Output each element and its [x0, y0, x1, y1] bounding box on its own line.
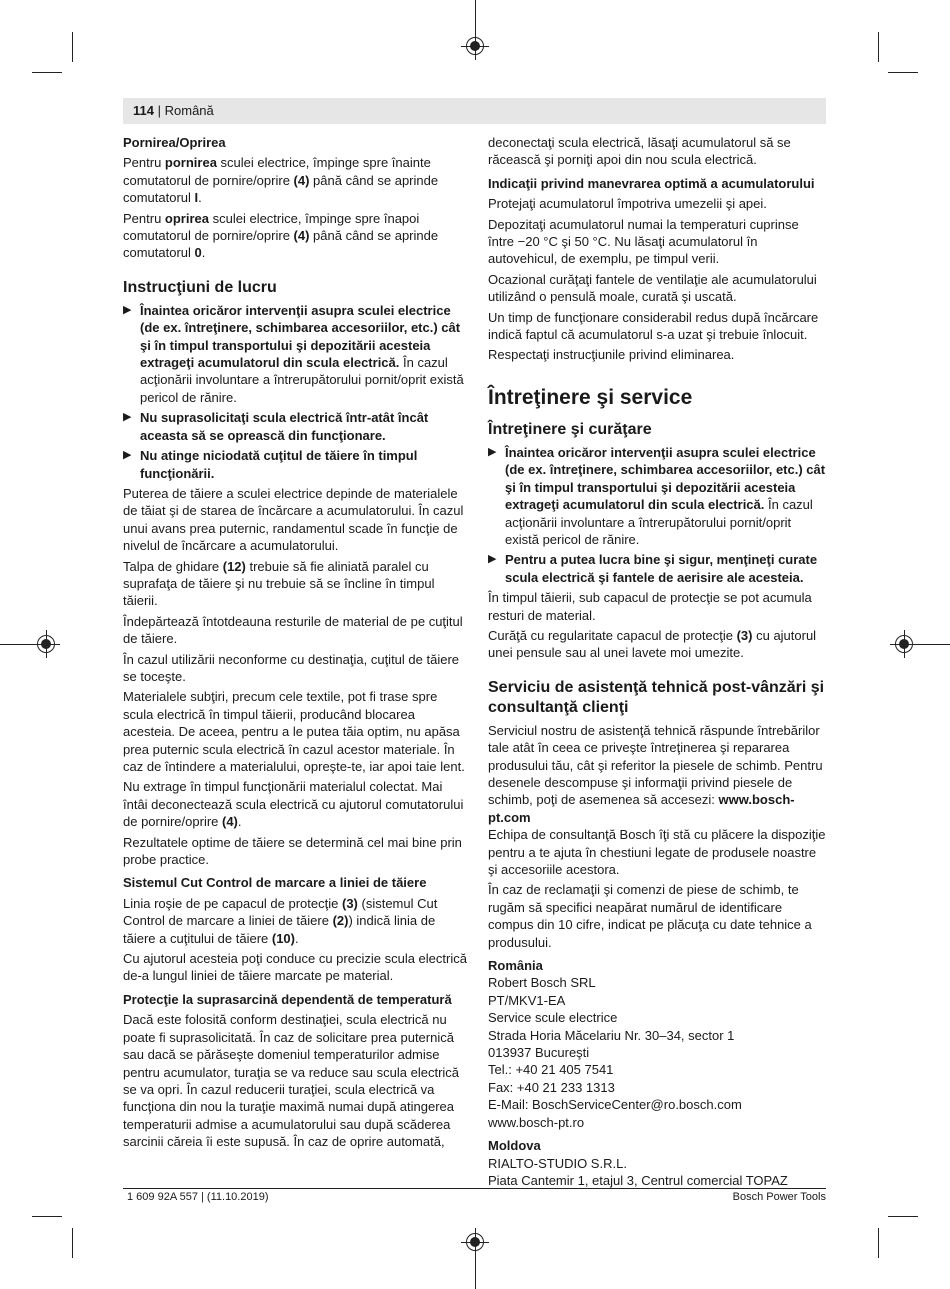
footer-document-id: 1 609 92A 557 | (11.10.2019)	[127, 1191, 269, 1203]
warning-arrow-icon: ▶	[123, 303, 132, 316]
paragraph: Un timp de funcţionare considerabil redus după încărcare indică faptul că acumulatorul s-a uzat şi trebuie înlocuit.	[488, 309, 819, 343]
address-line: RIALTO-STUDIO S.R.L.	[488, 1155, 627, 1171]
chapter-heading: Întreţinere şi service	[488, 385, 693, 409]
registration-mark-icon	[466, 1233, 484, 1251]
crop-mark	[878, 32, 879, 62]
warning-arrow-icon: ▶	[123, 449, 132, 462]
warning-list	[488, 444, 826, 586]
paragraph: În timpul tăierii, sub capacul de protecţie se pot acumula resturi de material.	[488, 590, 812, 623]
country-title: Moldova	[488, 1138, 541, 1154]
section-title: Indicaţii privind manevrarea optimă a acumulatorului	[488, 175, 815, 191]
paragraph: Nu extrage în timpul funcţionării materialul colectat. Mai întâi deconectează scula electrică cu ajutorul comutatorului de pornire/oprire (4).	[123, 779, 464, 830]
paragraph: Respectaţi instrucţiunile privind eliminarea.	[488, 347, 735, 363]
paragraph: Pentru pornirea sculei electrice, împinge spre înainte comutatorul de pornire/oprire (4) până când se aprinde comutatorul I.	[123, 155, 439, 206]
paragraph: Materialele subţiri, precum cele textile, pot fi trase spre scula electrică în timpul tăierii, producând blocarea acesteia. De aceea, pentru a le putea tăia optim, nu apăsa prea puternic scula electrică în cazul acestor materiale. În caz de întindere a materialului, opreşte-te, iar apoi taie lent.	[123, 689, 465, 774]
paragraph: Talpa de ghidare (12) trebuie să fie aliniată paralel cu suprafaţa de tăiere şi nu trebuie să se încline în timpul tăierii.	[123, 558, 435, 609]
paragraph: deconectaţi scula electrică, lăsaţi acumulatorul să se răcească şi porniţi apoi din nou scula electrică.	[488, 135, 791, 168]
address-block-moldova	[488, 1155, 826, 1190]
paragraph: Curăţă cu regularitate capacul de protecţie (3) cu ajutorul unei pensule sau al unei lavete moi umezite.	[488, 627, 817, 661]
service-website-link[interactable]: www.bosch-pt.com	[488, 792, 795, 825]
list-item: ▶ Nu suprasolicitaţi scula electrică într-atât încât aceasta să se oprească din funcţionare.	[123, 410, 429, 443]
paragraph: Pentru oprirea sculei electrice, împinge spre înapoi comutatorul de pornire/oprire (4) până când se aprinde comutatorul 0.	[123, 210, 439, 261]
footer-brand: Bosch Power Tools	[732, 1191, 826, 1203]
paragraph: Serviciul nostru de asistenţă tehnică răspunde întrebărilor tale atât în ceea ce priveşte întreţinerea şi repararea produsului tău, cât şi referitor la piesele de schimb. Pentru desenele descompuse şi informaţii privind piesele de schimb, poţi de asemenea să accesezi: www.bosch-pt.com	[488, 722, 823, 825]
list-item: ▶ Înaintea oricăror intervenţii asupra sculei electrice (de ex. întreţinere, schimbarea accesoriilor, etc.) cât şi în timpul transportului şi depozitării acesteia extrageţi acumulatorul din scula electrică. În cazul acţionării involuntare a întrerupătorului pornit/oprit există pericol de rănire.	[123, 302, 464, 405]
left-column	[123, 134, 468, 1154]
registration-mark-icon	[37, 635, 55, 653]
header-language: Română	[164, 103, 214, 118]
page-header	[133, 103, 214, 118]
address-line: Robert Bosch SRL	[488, 975, 596, 991]
paragraph: Rezultatele optime de tăiere se determină cel mai bine prin probe practice.	[123, 834, 462, 868]
page-number: 114	[133, 103, 154, 118]
crop-mark	[32, 72, 62, 73]
paragraph: Dacă este folosită conform destinaţiei, scula electrică nu poate fi suprasolicitată. În caz de solicitare prea puternică sau dacă se părăseşte domeniul temperaturilor admise pentru acumulator, turaţia se va reduce sau scula electrică se va opri. În cazul reducerii turaţiei, scula electrică va funcţiona din nou la turaţie maximă numai după atingerea temperaturii admise a acumulatorului sau după scăderea sarcinii căreia îi este supusă. În caz de oprire automată,	[123, 1012, 460, 1150]
warning-arrow-icon: ▶	[488, 445, 497, 458]
warning-arrow-icon: ▶	[488, 553, 497, 566]
address-line: 013937 Bucureşti	[488, 1045, 590, 1061]
registration-mark-icon	[466, 37, 484, 55]
phone-line: Tel.: +40 21 405 7541	[488, 1062, 614, 1078]
address-line: Piata Cantemir 1, etajul 3, Centrul comercial TOPAZ	[488, 1172, 788, 1188]
section-title: Protecţie la suprasarcină dependentă de temperatură	[123, 991, 452, 1007]
section-heading: Instrucţiuni de lucru	[123, 278, 277, 296]
paragraph: Protejaţi acumulatorul împotriva umezelii şi apei.	[488, 196, 767, 212]
footer-divider	[123, 1188, 826, 1189]
warning-arrow-icon: ▶	[123, 411, 132, 424]
paragraph: Ocazional curăţaţi fantele de ventilaţie ale acumulatorului utilizând o pensulă moale, curată şi uscată.	[488, 271, 817, 305]
paragraph: În caz de reclamaţii şi comenzi de piese de schimb, te rugăm să specifici neapărat numărul de identificare compus din 10 cifre, indicat pe plăcuţa cu date tehnice a produsului.	[488, 882, 812, 950]
crop-mark	[888, 72, 918, 73]
country-title: România	[488, 958, 543, 974]
paragraph: Îndepărtează întotdeauna resturile de material de pe cuţitul de tăiere.	[123, 613, 463, 647]
section-heading: Serviciu de asistenţă tehnică post-vânzări şi consultanţă clienţi	[488, 678, 825, 716]
address-line: Strada Horia Măcelariu Nr. 30–34, sector 1	[488, 1027, 735, 1043]
section-heading: Întreţinere şi curăţare	[488, 420, 652, 438]
list-item: ▶ Înaintea oricăror intervenţii asupra sculei electrice (de ex. întreţinere, schimbarea accesoriilor, etc.) cât şi în timpul transportului şi depozitării acesteia extrageţi acumulatorul din scula electrică. În cazul acţionării involuntare a întrerupătorului pornit/oprit există pericol de rănire.	[488, 444, 826, 547]
email-line: E-Mail: BoschServiceCenter@ro.bosch.com	[488, 1097, 742, 1113]
crop-mark	[878, 1228, 879, 1258]
paragraph: Echipa de consultanţă Bosch îţi stă cu plăcere la dispoziţie pentru a te ajuta în chestiuni legate de produsele noastre şi accesoriile acestora.	[488, 827, 826, 877]
list-item: ▶ Pentru a putea lucra bine şi sigur, menţineţi curate scula electrică şi fantele de aerisire ale acesteia.	[488, 552, 818, 585]
header-separator: |	[157, 103, 161, 118]
address-line: PT/MKV1-EA	[488, 992, 566, 1008]
page-header-band	[123, 98, 826, 124]
paragraph: Linia roşie de pe capacul de protecţie (3) (sistemul Cut Control de marcare a liniei de tăiere (2)) indică linia de tăiere a cuţitului de tăiere (10).	[123, 895, 438, 946]
address-block-romania	[488, 974, 826, 1131]
paragraph: Depozitaţi acumulatorul numai la temperaturi cuprinse între −20 °C şi 50 °C. Nu lăsaţi acumulatorul în autovehicul, de exemplu, pe timpul verii.	[488, 216, 799, 267]
paragraph: Puterea de tăiere a sculei electrice depinde de materialele de tăiat şi de starea de încărcare a acumulatorului. În cazul unui avans prea puternic, randamentul scade în funcţie de nivelul de încărcare a acumulatorului.	[123, 485, 464, 554]
paragraph: În cazul utilizării neconforme cu destinaţia, cuţitul de tăiere se toceşte.	[123, 651, 460, 684]
crop-mark	[888, 1216, 918, 1217]
registration-mark-icon	[895, 635, 913, 653]
crop-mark	[72, 32, 73, 62]
paragraph: Cu ajutorul acesteia poţi conduce cu precizie scula electrică de-a lungul liniei de tăiere marcate pe material.	[123, 951, 467, 984]
website-line: www.bosch-pt.ro	[488, 1114, 585, 1130]
list-item: ▶ Nu atinge niciodată cuţitul de tăiere în timpul funcţionării.	[123, 448, 418, 481]
section-title: Pornirea/Oprirea	[123, 135, 226, 150]
right-column	[488, 134, 826, 1189]
address-line: Service scule electrice	[488, 1010, 618, 1026]
section-title: Sistemul Cut Control de marcare a liniei de tăiere	[123, 875, 427, 891]
warning-list	[123, 302, 468, 482]
fax-line: Fax: +40 21 233 1313	[488, 1079, 615, 1095]
crop-mark	[32, 1216, 62, 1217]
crop-mark	[72, 1228, 73, 1258]
